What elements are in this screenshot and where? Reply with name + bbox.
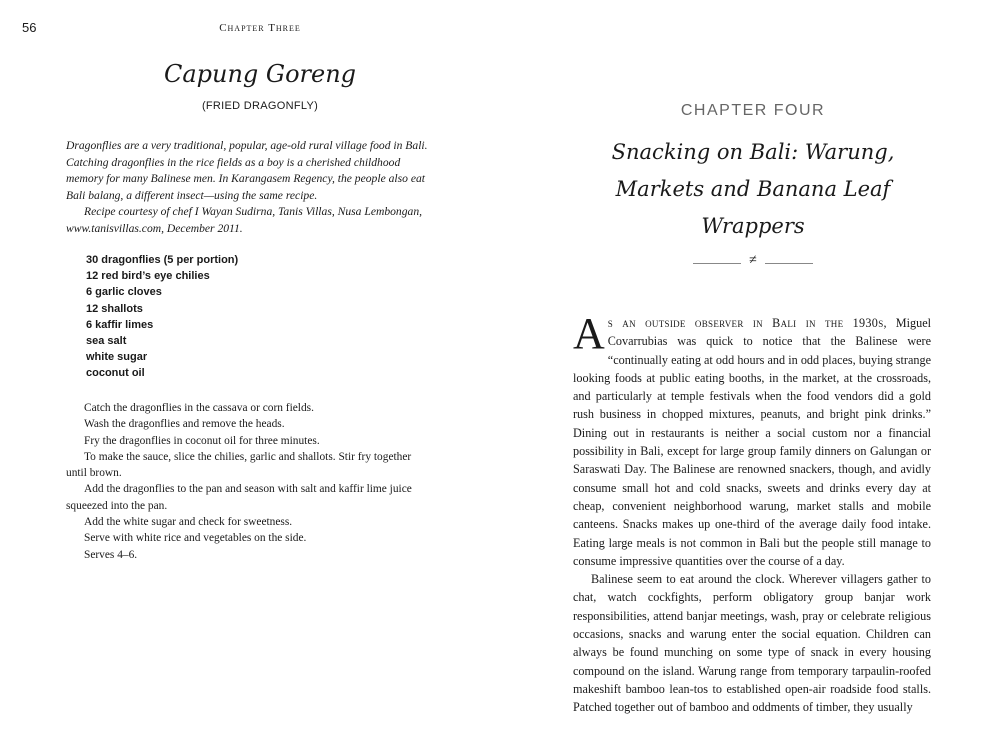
page-number: 56 — [22, 20, 37, 35]
ingredient-list — [86, 252, 238, 382]
ingredient-item: 6 garlic cloves — [86, 286, 162, 299]
recipe-steps — [66, 400, 428, 563]
flourish-icon: ≠ — [749, 253, 757, 268]
recipe-credit: Recipe courtesy of chef I Wayan Sudirna, Tanis Villas, Nusa Lembongan, www.tanisvillas.com, December 2011. — [66, 205, 423, 235]
recipe-step: Catch the dragonflies in the cassava or corn fields. — [84, 402, 314, 414]
recipe-step: Wash the dragonflies and remove the heads. — [84, 418, 285, 431]
recipe-step: Serves 4–6. — [84, 548, 138, 561]
recipe-step: To make the sauce, slice the chilies, garlic and shallots. Stir fry together until brown. — [66, 450, 412, 480]
chapter-body — [573, 309, 931, 717]
paragraph-text: Miguel Covarrubias was quick to notice that the Balinese were “continually eating at odd hours and in odd places, buying strange looking foods at public eating booths, in the market, at the crossroads, and particularly at temple festivals when the food vendors did a gold rush business in chopped mixtures, peanuts, and bright pink drinks.” Dining out in restaurants is neither a social custom nor a financial possibility in Bali, except for large group family dinners on Galungan or Saraswati Day. The Balinese are renowned snackers, though, and avidly consume small hot and cold snacks, sweets and drinks every day at cheap, convenient neighborhood warung, market stalls and mobile canteens. Snacks makes up one-third of the average daily food intake. Eating large meals is not common in Bali but the people still manage to consume impressive quantities over the course of a day. — [573, 316, 931, 568]
recipe-intro — [66, 138, 428, 237]
ornament-rule-left — [693, 263, 741, 264]
running-head: Chapter Three — [219, 22, 301, 34]
recipe-subtitle: (FRIED DRAGONFLY) — [201, 100, 319, 112]
body-paragraph — [573, 309, 931, 570]
intro-paragraph: Dragonflies are a very traditional, popular, age-old rural village food in Bali. Catching dragonflies in the rice fields as a boy is a cherished childhood memory for many Balinese men. In Karangasem Regency, the people also eat Bali balang, a different insect—using the same recipe. — [66, 139, 428, 202]
recipe-step: Add the dragonflies to the pan and season with salt and kaffir lime juice squeezed into the pan. — [66, 483, 412, 512]
body-paragraph: Balinese seem to eat around the clock. Wherever villagers gather to chat, watch cockfights, perform obligatory group banjar work responsibilities, attend banjar meetings, wash, pray or celebrate religious occasions, snacks and warung enter the social equation. Children can always be found munching on some type of snack in every housing compound on the island. Warung range from temporary tarpaulin-roofed makeshift bamboo lean-tos to established open-air roadside food stalls. Patched together out of bamboo and oddments of timber, they usually — [573, 572, 931, 715]
recipe-step: Add the white sugar and check for sweetness. — [84, 516, 293, 529]
ingredient-item: sea salt — [86, 335, 127, 348]
recipe-title: Capung Goreng — [163, 60, 357, 88]
ingredient-item: white sugar — [86, 351, 148, 364]
ingredient-item: 30 dragonflies (5 per portion) — [86, 254, 239, 266]
lead-in: s an outside observer in Bali in the 1930s, — [607, 316, 887, 330]
recipe-step: Serve with white rice and vegetables on the side. — [84, 532, 307, 545]
chapter-ornament — [693, 253, 813, 270]
ornament-rule-right — [765, 263, 813, 264]
ingredient-item: 12 red bird’s eye chilies — [86, 270, 210, 283]
ingredient-item: coconut oil — [86, 367, 145, 380]
ingredient-item: 12 shallots — [86, 302, 143, 315]
recipe-step: Fry the dragonflies in coconut oil for three minutes. — [84, 434, 320, 447]
chapter-title: Snacking on Bali: Warung, Markets and Banana Leaf Wrappers — [611, 140, 895, 238]
drop-cap: A — [573, 309, 605, 358]
ingredient-item: 6 kaffir limes — [86, 318, 154, 331]
chapter-label: CHAPTER FOUR — [680, 102, 826, 119]
